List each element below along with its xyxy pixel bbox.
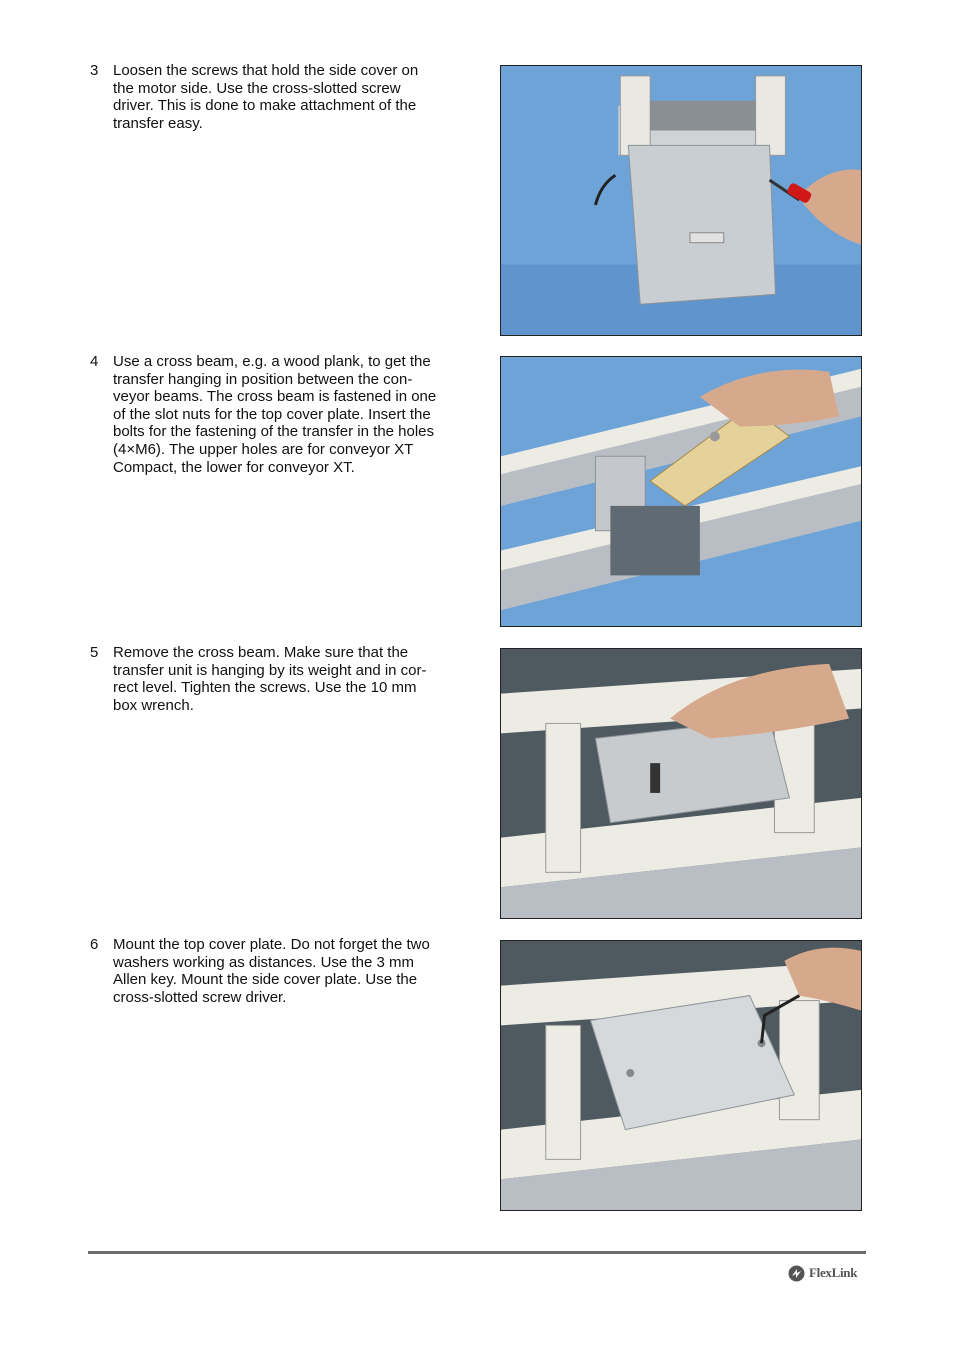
photo-illustration: [501, 357, 861, 626]
step-number: 6: [90, 936, 99, 953]
step-text: Remove the cross beam. Make sure that the transfer unit is hanging by its weight and in cor- rect level. Tighten the screws. Use the 10 mm box wrench.: [113, 644, 427, 714]
step-5: [90, 644, 455, 714]
photo-illustration: [501, 941, 861, 1210]
wood-plank-cross-beam-photo: [500, 356, 862, 627]
step-4: [90, 353, 455, 476]
transfer-unit-tightening-photo: [500, 648, 862, 919]
flexlink-logo: [788, 1262, 857, 1284]
step-6: [90, 936, 455, 1006]
photo-illustration: [501, 66, 861, 335]
top-cover-plate-allen-key-photo: [500, 940, 862, 1211]
step-text: Loosen the screws that hold the side cover on the motor side. Use the cross-slotted screw driver. This is done to make attachment of the transfer easy.: [113, 62, 419, 132]
step-number: 3: [90, 62, 99, 79]
step-text: Mount the top cover plate. Do not forget the two washers working as distances. Use the 3 mm Allen key. Mount the side cover plate. Use the cross-slotted screw driver.: [113, 936, 430, 1006]
footer-rule: [88, 1251, 866, 1254]
logo-text: FlexLink: [809, 1265, 858, 1280]
step-3: [90, 62, 455, 132]
step-number: 4: [90, 353, 99, 370]
step-number: 5: [90, 644, 99, 661]
flexlink-logo-icon: [788, 1265, 805, 1282]
transfer-unit-side-cover-screwdriver-photo: [500, 65, 862, 336]
photo-illustration: [501, 649, 861, 918]
step-text: Use a cross beam, e.g. a wood plank, to get the transfer hanging in position between the con- veyor beams. The cross beam is fastened in one of the slot nuts for the top cover plate. Insert the bolts for the fastening of the transfer in the holes (4×M6). The upper holes are for conveyor XT Compact, the lower for conveyor XT.: [113, 353, 437, 476]
